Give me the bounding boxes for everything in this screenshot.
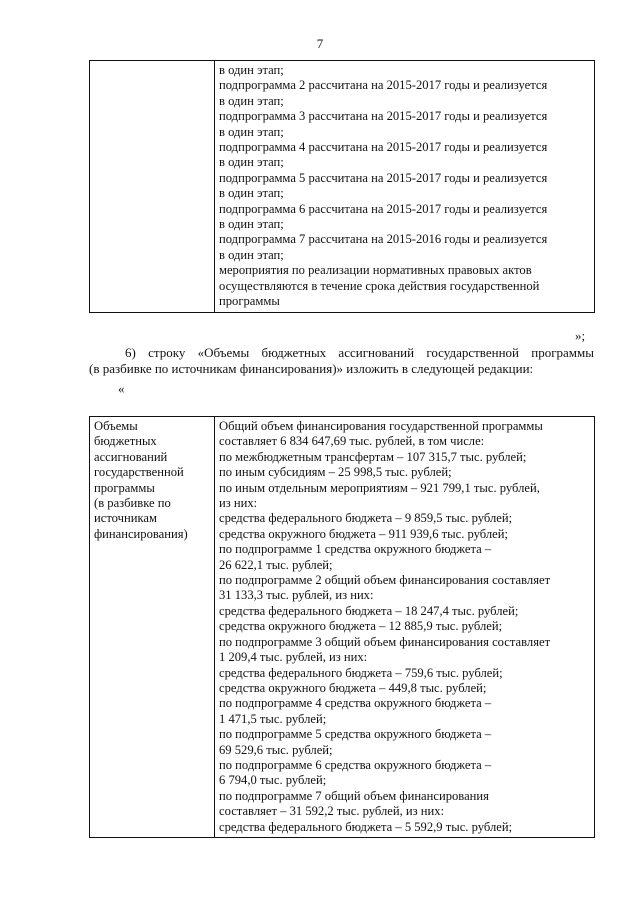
page-number: 7 (316, 36, 324, 51)
label-line: (в разбивке по (94, 496, 171, 511)
table-line: средства окружного бюджета – 12 885,9 тыс. рублей; (219, 619, 503, 634)
table-line: по подпрограмме 3 общий объем финансирования составляет (219, 634, 551, 649)
table-cell-content (215, 61, 595, 313)
table-cell-label (90, 417, 215, 838)
opening-quote: « (118, 381, 125, 396)
table-cell-label (90, 61, 215, 313)
table-line: в один этап; (219, 217, 284, 232)
table-line: по подпрограмме 1 средства окружного бюджета – (219, 542, 492, 557)
table-line: Общий объем финансирования государственной программы (219, 419, 543, 433)
table-line: средства федерального бюджета – 759,6 тыс. рублей; (219, 665, 503, 680)
table-line: в один этап; (219, 124, 284, 139)
table-line: по иным субсидиям – 25 998,5 тыс. рублей; (219, 465, 452, 480)
label-line: государственной (94, 465, 184, 480)
table-line: 1 471,5 тыс. рублей; (219, 711, 327, 726)
program-terms-table (89, 60, 595, 313)
table-line: 31 133,3 тыс. рублей, из них: (219, 588, 374, 603)
table-line: по межбюджетным трансфертам – 107 315,7 тыс. рублей; (219, 449, 527, 464)
table-line: в один этап; (219, 155, 284, 170)
paragraph-line: (в разбивке по источникам финансирования)» изложить в следующей редакции: (89, 361, 534, 376)
closing-quote: »; (575, 328, 586, 343)
paragraph-line: 6) строку «Объемы бюджетных ассигнований государственной программы (125, 345, 594, 360)
table-line: средства федерального бюджета – 9 859,5 тыс. рублей; (219, 511, 513, 526)
table-row (90, 417, 595, 838)
table-line: программы (219, 294, 280, 309)
label-line: программы (94, 480, 155, 495)
table-line: по подпрограмме 4 средства окружного бюджета – (219, 696, 492, 711)
label-line: источникам (94, 511, 157, 526)
table-line: в один этап; (219, 186, 284, 201)
budget-allocations-table (89, 416, 595, 838)
table-line: подпрограмма 7 рассчитана на 2015-2016 годы и реализуется (219, 232, 548, 247)
table-line: по подпрограмме 7 общий объем финансирования (219, 788, 489, 803)
label-line: ассигнований (94, 449, 168, 464)
table-cell-content (215, 417, 595, 838)
table-line: осуществляются в течение срока действия государственной (219, 278, 540, 293)
table-line: по подпрограмме 6 средства окружного бюджета – (219, 757, 492, 772)
table-line: по подпрограмме 5 средства окружного бюджета – (219, 727, 492, 742)
table-line: средства окружного бюджета – 449,8 тыс. рублей; (219, 680, 487, 695)
table-line: подпрограмма 6 рассчитана на 2015-2017 годы и реализуется (219, 201, 548, 216)
table-line: составляет – 31 592,2 тыс. рублей, из них: (219, 804, 445, 819)
label-line: финансирования) (94, 526, 188, 541)
table-line: в один этап; (219, 247, 284, 262)
table-line: средства федерального бюджета – 5 592,9 тыс. рублей; (219, 819, 513, 834)
table-line: из них: (219, 496, 258, 511)
table-line: 69 529,6 тыс. рублей; (219, 742, 333, 757)
table-row (90, 61, 595, 313)
table-line: составляет 6 834 647,69 тыс. рублей, в том числе: (219, 434, 485, 449)
table-line: средства окружного бюджета – 911 939,6 тыс. рублей; (219, 526, 508, 541)
table-line: подпрограмма 2 рассчитана на 2015-2017 годы и реализуется (219, 78, 548, 93)
table-line: подпрограмма 4 рассчитана на 2015-2017 годы и реализуется (219, 140, 548, 155)
table-line: в один этап; (219, 63, 284, 77)
label-line: Объемы (94, 419, 138, 433)
table-line: по подпрограмме 2 общий объем финансирования составляет (219, 573, 551, 588)
table-line: по иным отдельным мероприятиям – 921 799,1 тыс. рублей, (219, 480, 540, 495)
label-line: бюджетных (94, 434, 157, 449)
amendment-paragraph (89, 345, 594, 377)
table-line: подпрограмма 5 рассчитана на 2015-2017 годы и реализуется (219, 170, 548, 185)
table-line: мероприятия по реализации нормативных правовых актов (219, 263, 532, 278)
table-line: 1 209,4 тыс. рублей, из них: (219, 650, 368, 665)
table-line: 6 794,0 тыс. рублей; (219, 773, 327, 788)
table-line: в один этап; (219, 93, 284, 108)
table-line: 26 622,1 тыс. рублей; (219, 557, 333, 572)
table-line: подпрограмма 3 рассчитана на 2015-2017 годы и реализуется (219, 109, 548, 124)
table-line: средства федерального бюджета – 18 247,4 тыс. рублей; (219, 603, 519, 618)
